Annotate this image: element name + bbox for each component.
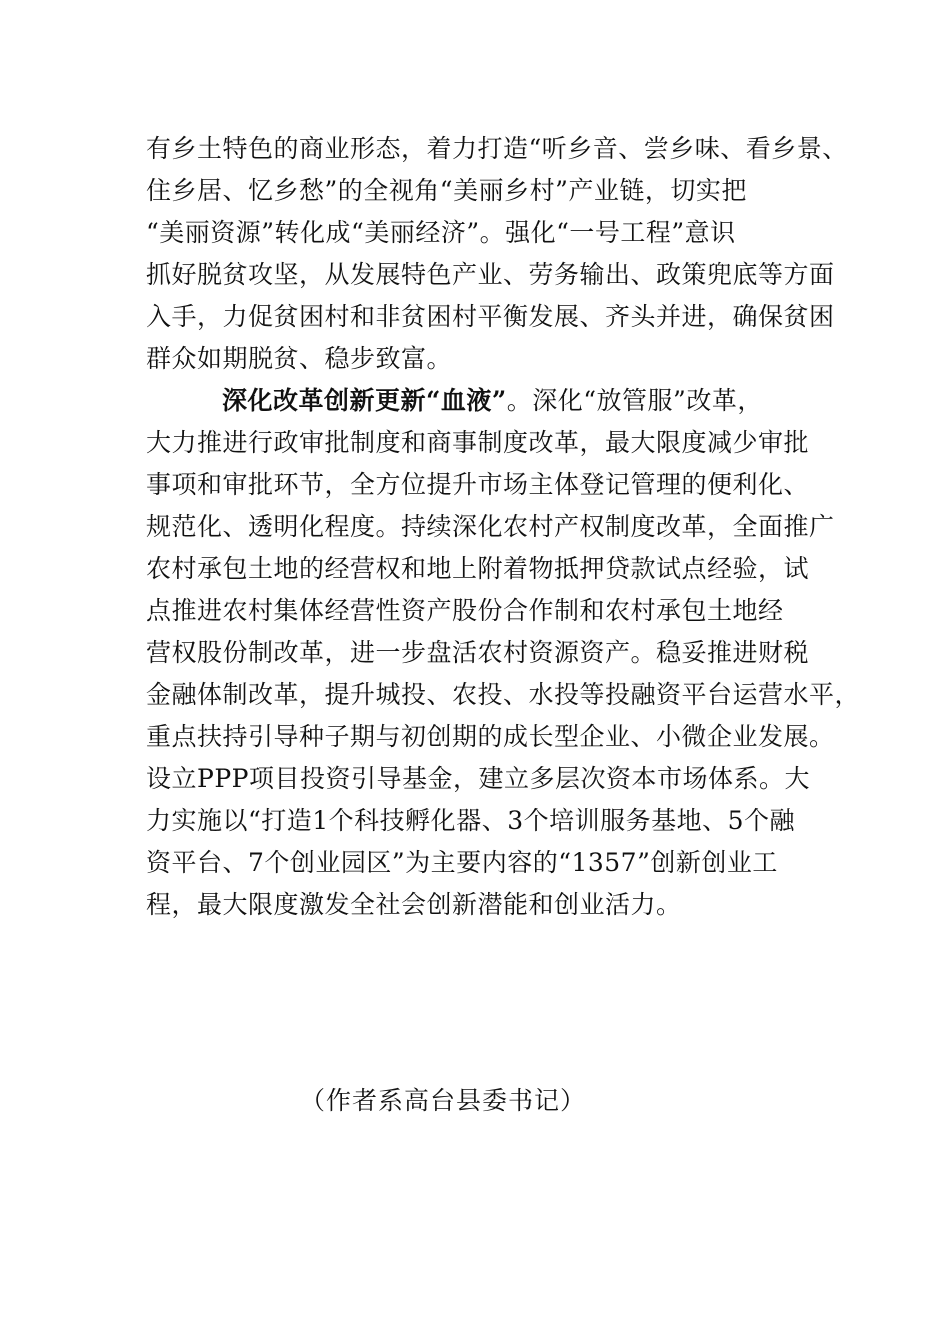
- text-line: 大力推进行政审批制度和商事制度改革，最大限度减少审批: [146, 428, 810, 457]
- text-line: “美丽资源”转化成“美丽经济”。强化“一号工程”意识: [146, 218, 736, 247]
- text-line: 规范化、透明化程度。持续深化农村产权制度改革，全面推广: [146, 512, 835, 541]
- text-line: 重点扶持引导种子期与初创期的成长型企业、小微企业发展。: [146, 722, 835, 751]
- text-run: 。深化“放管服”改革，: [506, 386, 763, 415]
- text-line: 设立PPP项目投资引导基金，建立多层次资本市场体系。大: [146, 764, 810, 793]
- paragraph-first-line: [146, 380, 826, 422]
- paragraph-heading: 深化改革创新更新“血液”: [222, 386, 507, 415]
- paragraph-rural-economy: [146, 128, 848, 380]
- paragraph-reform-innovation: [146, 380, 861, 926]
- text-line: 群众如期脱贫、稳步致富。: [146, 344, 453, 373]
- text-line: 程，最大限度激发全社会创新潜能和创业活力。: [146, 890, 682, 919]
- text-line: 金融体制改革，提升城投、农投、水投等投融资平台运营水平，: [146, 680, 861, 709]
- text-line: 点推进农村集体经营性资产股份合作制和农村承包土地经: [146, 596, 784, 625]
- text-line: 有乡土特色的商业形态，着力打造“听乡音、尝乡味、看乡景、: [146, 134, 848, 163]
- text-line: 抓好脱贫攻坚，从发展特色产业、劳务输出、政策兜底等方面: [146, 260, 835, 289]
- text-line: 力实施以“打造1个科技孵化器、3个培训服务基地、5个融: [146, 806, 796, 835]
- text-line: 资平台、7个创业园区”为主要内容的“1357”创新创业工: [146, 848, 778, 877]
- text-line: 住乡居、忆乡愁”的全视角“美丽乡村”产业链，切实把: [146, 176, 747, 205]
- text-line: 农村承包土地的经营权和地上附着物抵押贷款试点经验，试: [146, 554, 810, 583]
- article-body: [146, 128, 861, 926]
- text-line: 营权股份制改革，进一步盘活农村资源资产。稳妥推进财税: [146, 638, 810, 667]
- text-line: 入手，力促贫困村和非贫困村平衡发展、齐头并进，确保贫困: [146, 302, 835, 331]
- text-line: 事项和审批环节，全方位提升市场主体登记管理的便利化、: [146, 470, 810, 499]
- author-note: （作者系高台县委书记）: [300, 1086, 587, 1115]
